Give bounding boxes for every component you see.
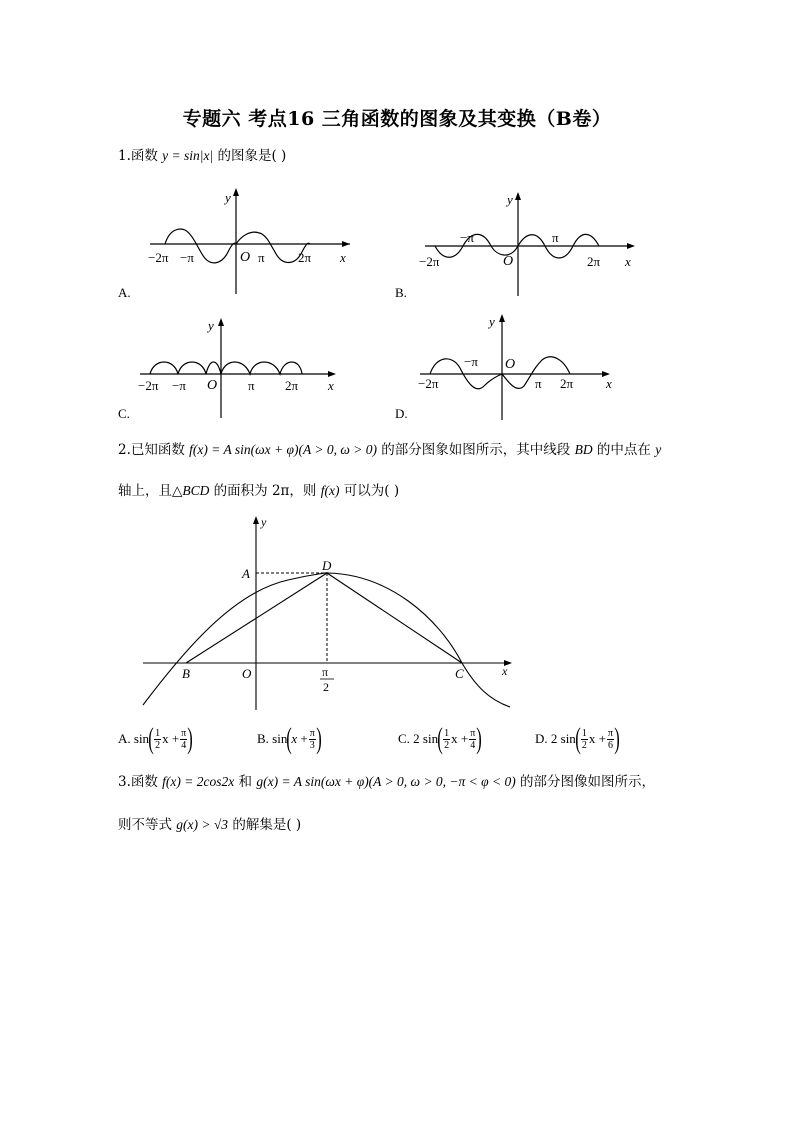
- func-name: sin: [133, 731, 150, 746]
- origin-label: O: [242, 666, 252, 681]
- segment-dc: [327, 573, 462, 663]
- page-title: 专题六 考点16 三角函数的图象及其变换（B卷）: [182, 108, 612, 130]
- curve-c: [150, 362, 302, 374]
- q3-l2-prefix: 则不等式: [118, 817, 177, 833]
- tick-label: −2π: [418, 376, 439, 391]
- q1-prefix: 1.函数: [118, 148, 163, 164]
- tick-pi: π: [322, 665, 329, 679]
- option-label: A.: [118, 731, 131, 746]
- coef-fraction: $\frac{1}{2}$: [155, 727, 161, 751]
- q1-option-d-graph: [412, 310, 632, 420]
- y-arrow: [499, 314, 505, 322]
- q3-f: f(x) = 2cos2x: [162, 774, 235, 789]
- q3-formula: g(x) > √3: [176, 817, 229, 832]
- q3-and: 和: [234, 774, 257, 790]
- q1-option-a-graph: [140, 182, 360, 297]
- tick-label: −2π: [419, 254, 440, 269]
- func-name: sin: [422, 731, 439, 746]
- y-axis-label: y: [261, 515, 267, 529]
- option-label: B.: [257, 731, 269, 746]
- y-arrow: [233, 188, 239, 196]
- phase-fraction: $\frac{\pi}{4}$: [470, 727, 476, 751]
- x-arrow: [342, 241, 350, 247]
- point-a-label: A: [242, 566, 250, 581]
- q2-l2-suffix: 可以为( ): [339, 483, 400, 499]
- q2-bd: BD: [574, 442, 593, 457]
- q2-option-c[interactable]: C. 2 sin ( $\frac{1}{2}$ x + $\frac{\pi}{4}$ ): [398, 722, 482, 755]
- option-label: C.: [398, 731, 410, 746]
- term: x +: [588, 731, 606, 746]
- point-c-label: C: [455, 666, 464, 681]
- x-arrow: [627, 243, 635, 249]
- origin-label: O: [505, 357, 516, 372]
- q2-l2-prefix: 轴上，且△: [118, 483, 183, 499]
- q2-y: y: [655, 442, 662, 457]
- q1-option-a-label[interactable]: A.: [118, 285, 131, 300]
- q3-l2-suffix: 的解集是( ): [228, 817, 302, 833]
- q2-option-d[interactable]: D. 2 sin ( $\frac{1}{2}$ x + $\frac{\pi}{6}$ ): [535, 722, 620, 755]
- x-axis-label: x: [340, 250, 346, 265]
- question-2-line-1: [118, 441, 661, 459]
- coef: 2: [550, 731, 558, 746]
- q1-formula: y = sin|x|: [162, 148, 214, 163]
- q1-suffix: 的图象是( ): [213, 148, 287, 164]
- q1-option-c-graph: [132, 314, 352, 419]
- curve-d: [430, 357, 570, 389]
- q3-g: g(x) = A sin(ωx + φ)(A > 0, ω > 0, −π < φ < 0): [256, 774, 516, 789]
- tick-label: 2π: [285, 378, 299, 393]
- y-arrow: [515, 192, 521, 200]
- tick-label: π: [552, 230, 559, 245]
- q1-option-c-label[interactable]: C.: [118, 406, 130, 421]
- term: x +: [162, 731, 180, 746]
- tick-label: 2π: [298, 250, 312, 265]
- tick-label: π: [248, 378, 255, 393]
- question-2-line-2: [118, 482, 399, 500]
- q2-l2-mid: 的面积为 2π，则: [209, 483, 321, 499]
- coef-fraction: $\frac{1}{2}$: [581, 727, 587, 751]
- coef-fraction: $\frac{1}{2}$: [444, 727, 450, 751]
- x-axis-label: x: [328, 378, 334, 393]
- coef: 2: [413, 731, 420, 746]
- phase-fraction: $\frac{\pi}{4}$: [181, 727, 187, 751]
- q1-option-b-graph: [415, 186, 645, 298]
- q2-bcd: BCD: [182, 483, 210, 498]
- phase-fraction: $\frac{\pi}{3}$: [309, 727, 315, 751]
- x-axis-label: x: [606, 376, 612, 391]
- q1-option-b-label[interactable]: B.: [395, 285, 407, 300]
- origin-label: O: [207, 378, 218, 393]
- question-3-line-1: [118, 773, 655, 791]
- question-3-line-2: [118, 816, 301, 834]
- tick-2: 2: [323, 680, 329, 694]
- y-axis-label: y: [489, 314, 495, 329]
- tick-label: −π: [464, 354, 478, 369]
- q3-prefix: 3.函数: [118, 774, 163, 790]
- point-b-label: B: [182, 666, 190, 681]
- tick-label: 2π: [560, 376, 574, 391]
- term: x +: [291, 731, 308, 746]
- y-arrow: [253, 516, 259, 524]
- tick-label: −π: [180, 250, 194, 265]
- y-arrow: [218, 318, 224, 326]
- func-name: sin: [272, 731, 288, 746]
- y-axis-label: y: [225, 190, 231, 205]
- q3-suffix: 的部分图像如图所示，: [515, 774, 656, 790]
- question-1-stem: [118, 147, 286, 165]
- x-axis-label: x: [625, 254, 631, 269]
- q2-prefix: 2.已知函数: [118, 442, 190, 458]
- q2-option-b[interactable]: B. sin ( x + $\frac{\pi}{3}$ ): [257, 722, 322, 755]
- term: x +: [451, 731, 469, 746]
- origin-label: O: [240, 250, 251, 265]
- y-axis-label: y: [208, 318, 214, 333]
- x-axis-label: x: [502, 664, 508, 678]
- tick-label: 2π: [587, 254, 601, 269]
- tick-label: −2π: [138, 378, 159, 393]
- origin-label: O: [503, 254, 514, 269]
- tick-label: −π: [172, 378, 186, 393]
- q2-option-a[interactable]: A. sin ( $\frac{1}{2}$ x + $\frac{\pi}{4}$ ): [118, 722, 193, 755]
- tick-label: −2π: [148, 250, 169, 265]
- option-label: D.: [535, 731, 548, 746]
- func-name: sin: [560, 731, 576, 746]
- q2-fx: f(x): [320, 483, 340, 498]
- q1-option-d-label[interactable]: D.: [395, 406, 408, 421]
- tick-label: −π: [460, 230, 474, 245]
- x-arrow: [328, 371, 336, 377]
- q2-suffix: 的中点在: [592, 442, 656, 458]
- phase-fraction: $\frac{\pi}{6}$: [607, 727, 613, 751]
- tick-label: π: [535, 376, 542, 391]
- point-d-label: D: [322, 558, 332, 573]
- q2-figure: [138, 512, 518, 712]
- q2-mid: 的部分图象如图所示，其中线段: [377, 442, 575, 458]
- q2-formula: f(x) = A sin(ωx + φ)(A > 0, ω > 0): [189, 442, 377, 457]
- tick-label: π: [258, 250, 265, 265]
- y-axis-label: y: [507, 192, 513, 207]
